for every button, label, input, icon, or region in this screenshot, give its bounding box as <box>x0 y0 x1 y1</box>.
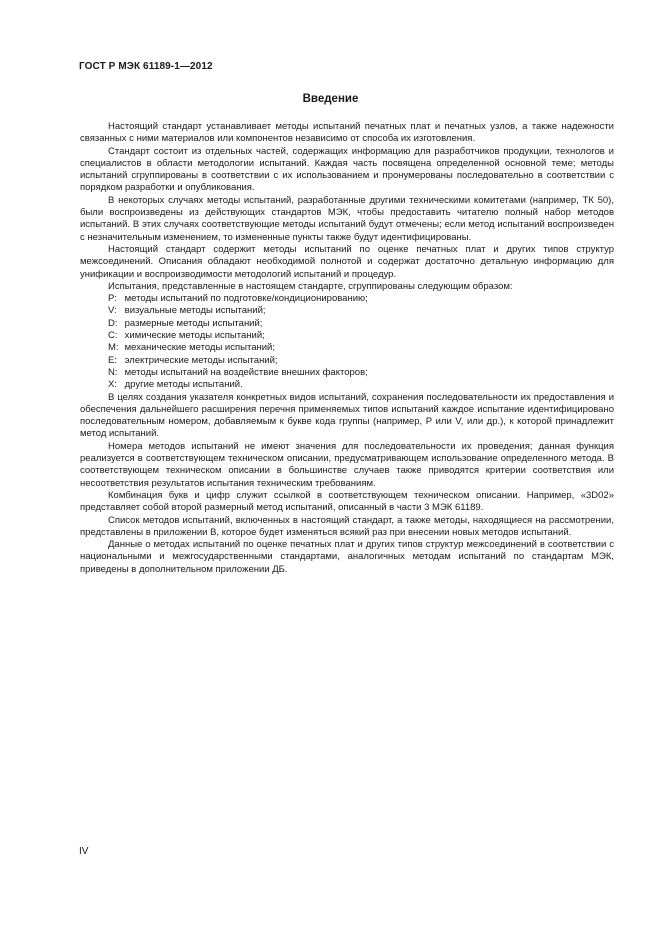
group-code: Р: <box>108 293 117 305</box>
group-code: Е: <box>108 354 117 366</box>
test-group-list <box>80 293 614 391</box>
document-body <box>80 121 614 576</box>
paragraph: В некоторых случаях методы испытаний, разработанные другими техническими комитетами (например, ТК 50), были воспроизведены из действующих стандартов МЭК, чтобы предоставить читателю полный набор методов испытаний. В этих случаях соответствующие методы испытаний будут отмечены; если метод испытаний воспроизведен с незначительным изменением, то измененные пункты также будут идентифицированы. <box>80 194 614 243</box>
group-code: D: <box>108 317 118 329</box>
list-item <box>80 293 614 305</box>
group-text: размерные методы испытаний; <box>124 317 263 329</box>
paragraph: Данные о методах испытаний по оценке печатных плат и других типов структур межсоединений в соответствии с национальными и межгосударственными стандартами, аналогичных методам испытаний по стандартам МЭК, приведены в дополнительном приложении ДБ. <box>80 539 614 575</box>
paragraph: Комбинация букв и цифр служит ссылкой в соответствующем техническом описании. Например, «3D02» представляет собой второй размерный метод испытаний, описанный в части 3 МЭК 61189. <box>80 489 614 514</box>
list-item <box>80 330 614 342</box>
paragraph: Номера методов испытаний не имеют значения для последовательности их проведения; данная функция реализуется в соответствующем техническом описании, предусматривающем использование определенного метода. В соответствующем техническом описании в большинстве случаев также приводятся критерии соответствия или несоответствия результатов испытания техническим требованиям. <box>80 440 614 489</box>
section-title: Введение <box>302 93 359 105</box>
list-item <box>80 355 614 367</box>
page-number: IV <box>79 846 89 857</box>
group-code: С: <box>108 330 118 342</box>
group-text: методы испытаний на воздействие внешних факторов; <box>124 366 368 378</box>
paragraph: Настоящий стандарт содержит методы испытаний по оценке печатных плат и других типов структур межсоединений. Описания обладают необходимой полнотой и содержат достаточно детальную информацию для унификации и воспроизводимости методологий испытаний и процедур. <box>80 243 614 280</box>
paragraph: Стандарт состоит из отдельных частей, содержащих информацию для разработчиков продукции, технологов и специалистов в области методологии испытаний. Каждая часть посвящена определенной основной теме; методы испытаний сгруппированы в соответствии с их использованием и пронумерованы последовательно в соответствии с порядком разработки и опубликования. <box>80 145 614 194</box>
paragraph: Настоящий стандарт устанавливает методы испытаний печатных плат и печатных узлов, а также надежности связанных с ними материалов или компонентов независимо от способа их изготовления. <box>80 121 614 145</box>
list-item <box>80 367 614 379</box>
group-code: М: <box>108 342 119 354</box>
list-item <box>80 318 614 330</box>
document-header: ГОСТ Р МЭК 61189-1—2012 <box>79 61 213 72</box>
group-text: другие методы испытаний. <box>124 379 243 391</box>
paragraph: В целях создания указателя конкретных видов испытаний, сохранения последовательности их предоставления и обеспечения дальнейшего расширения перечня применяемых типов испытаний каждое испытание идентифицировано последовательным номером, добавляемым к букве кода группы (например, Р или V, или др.), к которой принадлежит метод испытаний. <box>80 391 614 440</box>
group-code: N: <box>108 366 118 378</box>
list-item <box>80 305 614 317</box>
group-text: методы испытаний по подготовке/кондиционированию; <box>124 293 368 305</box>
group-text: механические методы испытаний; <box>124 342 275 354</box>
paragraph: Испытания, представленные в настоящем стандарте, сгруппированы следующим образом: <box>108 280 513 292</box>
group-text: визуальные методы испытаний; <box>124 305 266 317</box>
group-text: химические методы испытаний; <box>124 330 265 342</box>
paragraph: Список методов испытаний, включенных в настоящий стандарт, а также методы, находящиеся на рассмотрении, представлены в приложении В, которое будет изменяться всякий раз при внесении новых методов испытаний. <box>80 514 614 538</box>
group-code: Х: <box>108 379 117 391</box>
group-text: электрические методы испытаний; <box>124 354 278 366</box>
list-item <box>80 342 614 354</box>
group-code: V: <box>108 305 117 317</box>
list-item <box>80 379 614 391</box>
